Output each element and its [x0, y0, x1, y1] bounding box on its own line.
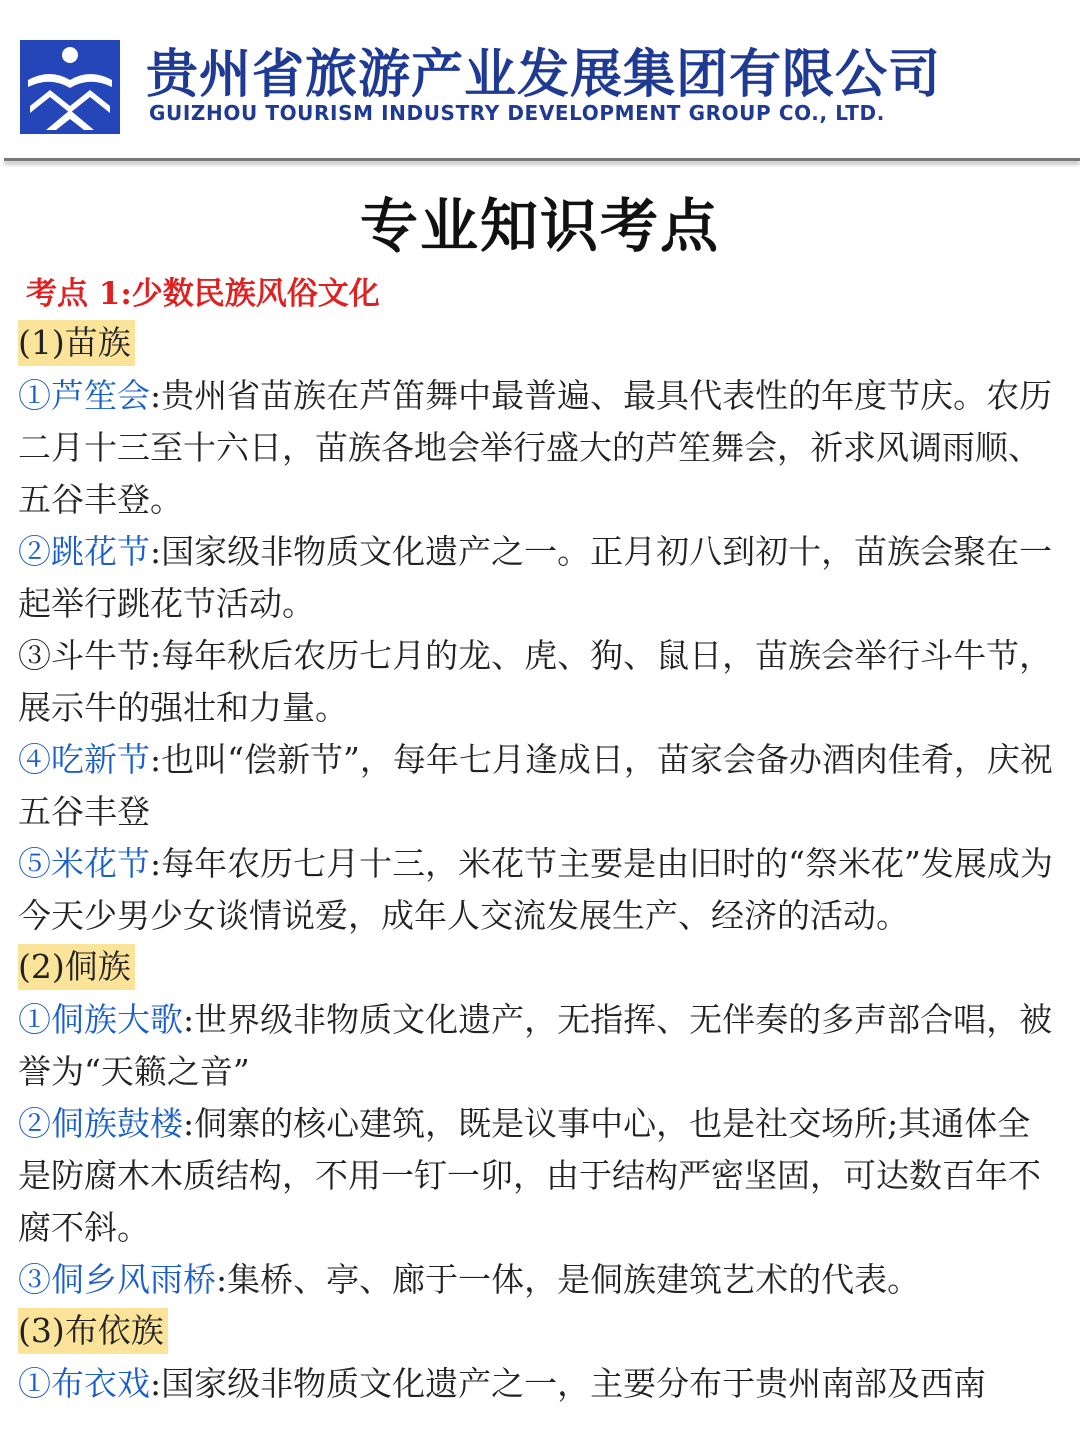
item-label: ①侗族大歌 [18, 1000, 183, 1039]
item-label: ①芦笙会 [18, 376, 150, 415]
item-text: :每年农历七月十三，米花节主要是由旧时的“祭米花”发展成为今天少男少女谈情说爱，成年人交流发展生产、经济的活动。 [18, 844, 1053, 935]
item-label: ③斗牛节 [18, 636, 150, 675]
item-label: ①布衣戏 [18, 1364, 150, 1403]
item-label: ②侗族鼓楼 [18, 1104, 183, 1143]
section-heading: (1)苗族 [18, 320, 135, 366]
item-label: ②跳花节 [18, 532, 150, 571]
item-label: ⑤米花节 [18, 844, 150, 883]
section-dong [18, 942, 1062, 1306]
item-label: ③侗乡风雨桥 [18, 1260, 216, 1299]
section-buyi [18, 1306, 1062, 1410]
list-item [18, 838, 1062, 942]
section-heading: (2)侗族 [18, 944, 135, 990]
section-miao [18, 318, 1062, 942]
item-text: :国家级非物质文化遗产之一，主要分布于贵州南部及西南 [150, 1364, 987, 1403]
company-name-cn: 贵州省旅游产业发展集团有限公司 [146, 45, 942, 105]
list-item [18, 1098, 1062, 1254]
item-text: :贵州省苗族在芦笛舞中最普遍、最具代表性的年度节庆。农历二月十三至十六日，苗族各地会举行盛大的芦笙舞会，祈求风调雨顺、五谷丰登。 [18, 376, 1053, 519]
item-text: :国家级非物质文化遗产之一。正月初八到初十，苗族会聚在一起举行跳花节活动。 [18, 532, 1053, 623]
page-title: 专业知识考点 [359, 192, 720, 260]
list-item [18, 526, 1062, 630]
list-item [18, 630, 1062, 734]
content [0, 318, 1080, 1410]
item-text: :每年秋后农历七月的龙、虎、狗、鼠日，苗族会举行斗牛节，展示牛的强壮和力量。 [18, 636, 1053, 727]
item-text: :集桥、亭、廊于一体，是侗族建筑艺术的代表。 [216, 1260, 921, 1299]
list-item [18, 1254, 1062, 1306]
topic-heading: 考点 1:少数民族风俗文化 [26, 276, 380, 312]
item-text: :也叫“偿新节”，每年七月逢成日，苗家会备办酒肉佳肴，庆祝五谷丰登 [18, 740, 1053, 831]
list-item [18, 734, 1062, 838]
item-label: ④吃新节 [18, 740, 150, 779]
item-text: :侗寨的核心建筑，既是议事中心，也是社交场所;其通体全是防腐木木质结构，不用一钉一卯，由于结构严密坚固，可达数百年不腐不斜。 [18, 1104, 1041, 1247]
header [0, 0, 1080, 158]
list-item [18, 994, 1062, 1098]
list-item [18, 370, 1062, 526]
item-text: :世界级非物质文化遗产，无指挥、无伴奏的多声部合唱，被誉为“天籁之音” [18, 1000, 1053, 1091]
header-divider [4, 158, 1080, 161]
list-item [18, 1358, 1062, 1410]
company-name-en: GUIZHOU TOURISM INDUSTRY DEVELOPMENT GROUP CO., LTD. [149, 101, 885, 125]
company-logo-icon [20, 40, 120, 134]
section-heading: (3)布依族 [18, 1308, 168, 1354]
